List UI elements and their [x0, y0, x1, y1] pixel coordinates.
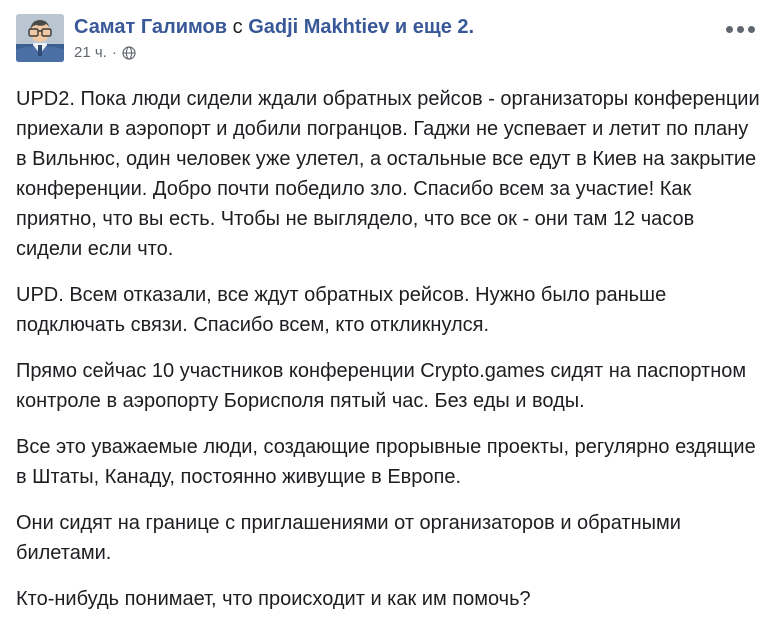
post-header-text [74, 14, 762, 61]
post-body [16, 84, 762, 614]
more-options-icon[interactable] [718, 18, 762, 40]
post-with-word: с [232, 16, 243, 38]
post-tagged-others[interactable]: и еще 2. [394, 16, 475, 38]
post-paragraph: Прямо сейчас 10 участников конференции Crypto.games сидят на паспортном контроле в аэропорту Борисполя пятый час. Без еды и воды. [16, 360, 747, 412]
post-paragraph: Все это уважаемые люди, создающие прорывные проекты, регулярно ездящие в Штаты, Канаду, постоянно живущие в Европе. [16, 436, 756, 488]
post-author-name[interactable]: Самат Галимов [74, 16, 228, 38]
post-meta-separator: · [111, 44, 117, 61]
post-paragraph: UPD. Всем отказали, все ждут обратных рейсов. Нужно было раньше подключать связи. Спасибо всем, кто откликнулся. [16, 284, 667, 336]
more-dot [748, 26, 755, 33]
post-header [16, 12, 762, 66]
more-dot [737, 26, 744, 33]
post-paragraph: Они сидят на границе с приглашениями от организаторов и обратными билетами. [16, 512, 681, 564]
post-meta-line [74, 44, 762, 61]
more-dot [726, 26, 733, 33]
post-tagged-person[interactable]: Gadji Makhtiev [248, 16, 390, 38]
post-timestamp[interactable]: 21 ч. [74, 44, 107, 61]
avatar[interactable] [16, 14, 64, 62]
post-title-line [74, 15, 762, 39]
post-paragraph: UPD2. Пока люди сидели ждали обратных рейсов - организаторы конференции приехали в аэропорт и добили погранцов. Гаджи не успевает и летит по плану в Вильнюс, один человек уже улетел, а остальные все едут в Киев на закрытие конференции. Добро почти победило зло. Спасибо всем за участие! Как приятно, что вы есть. Чтобы не выглядело, что все ок - они там 12 часов сидели если что. [16, 88, 760, 260]
globe-icon[interactable] [122, 46, 136, 60]
post-paragraph: Кто-нибудь понимает, что происходит и как им помочь? [16, 588, 531, 610]
